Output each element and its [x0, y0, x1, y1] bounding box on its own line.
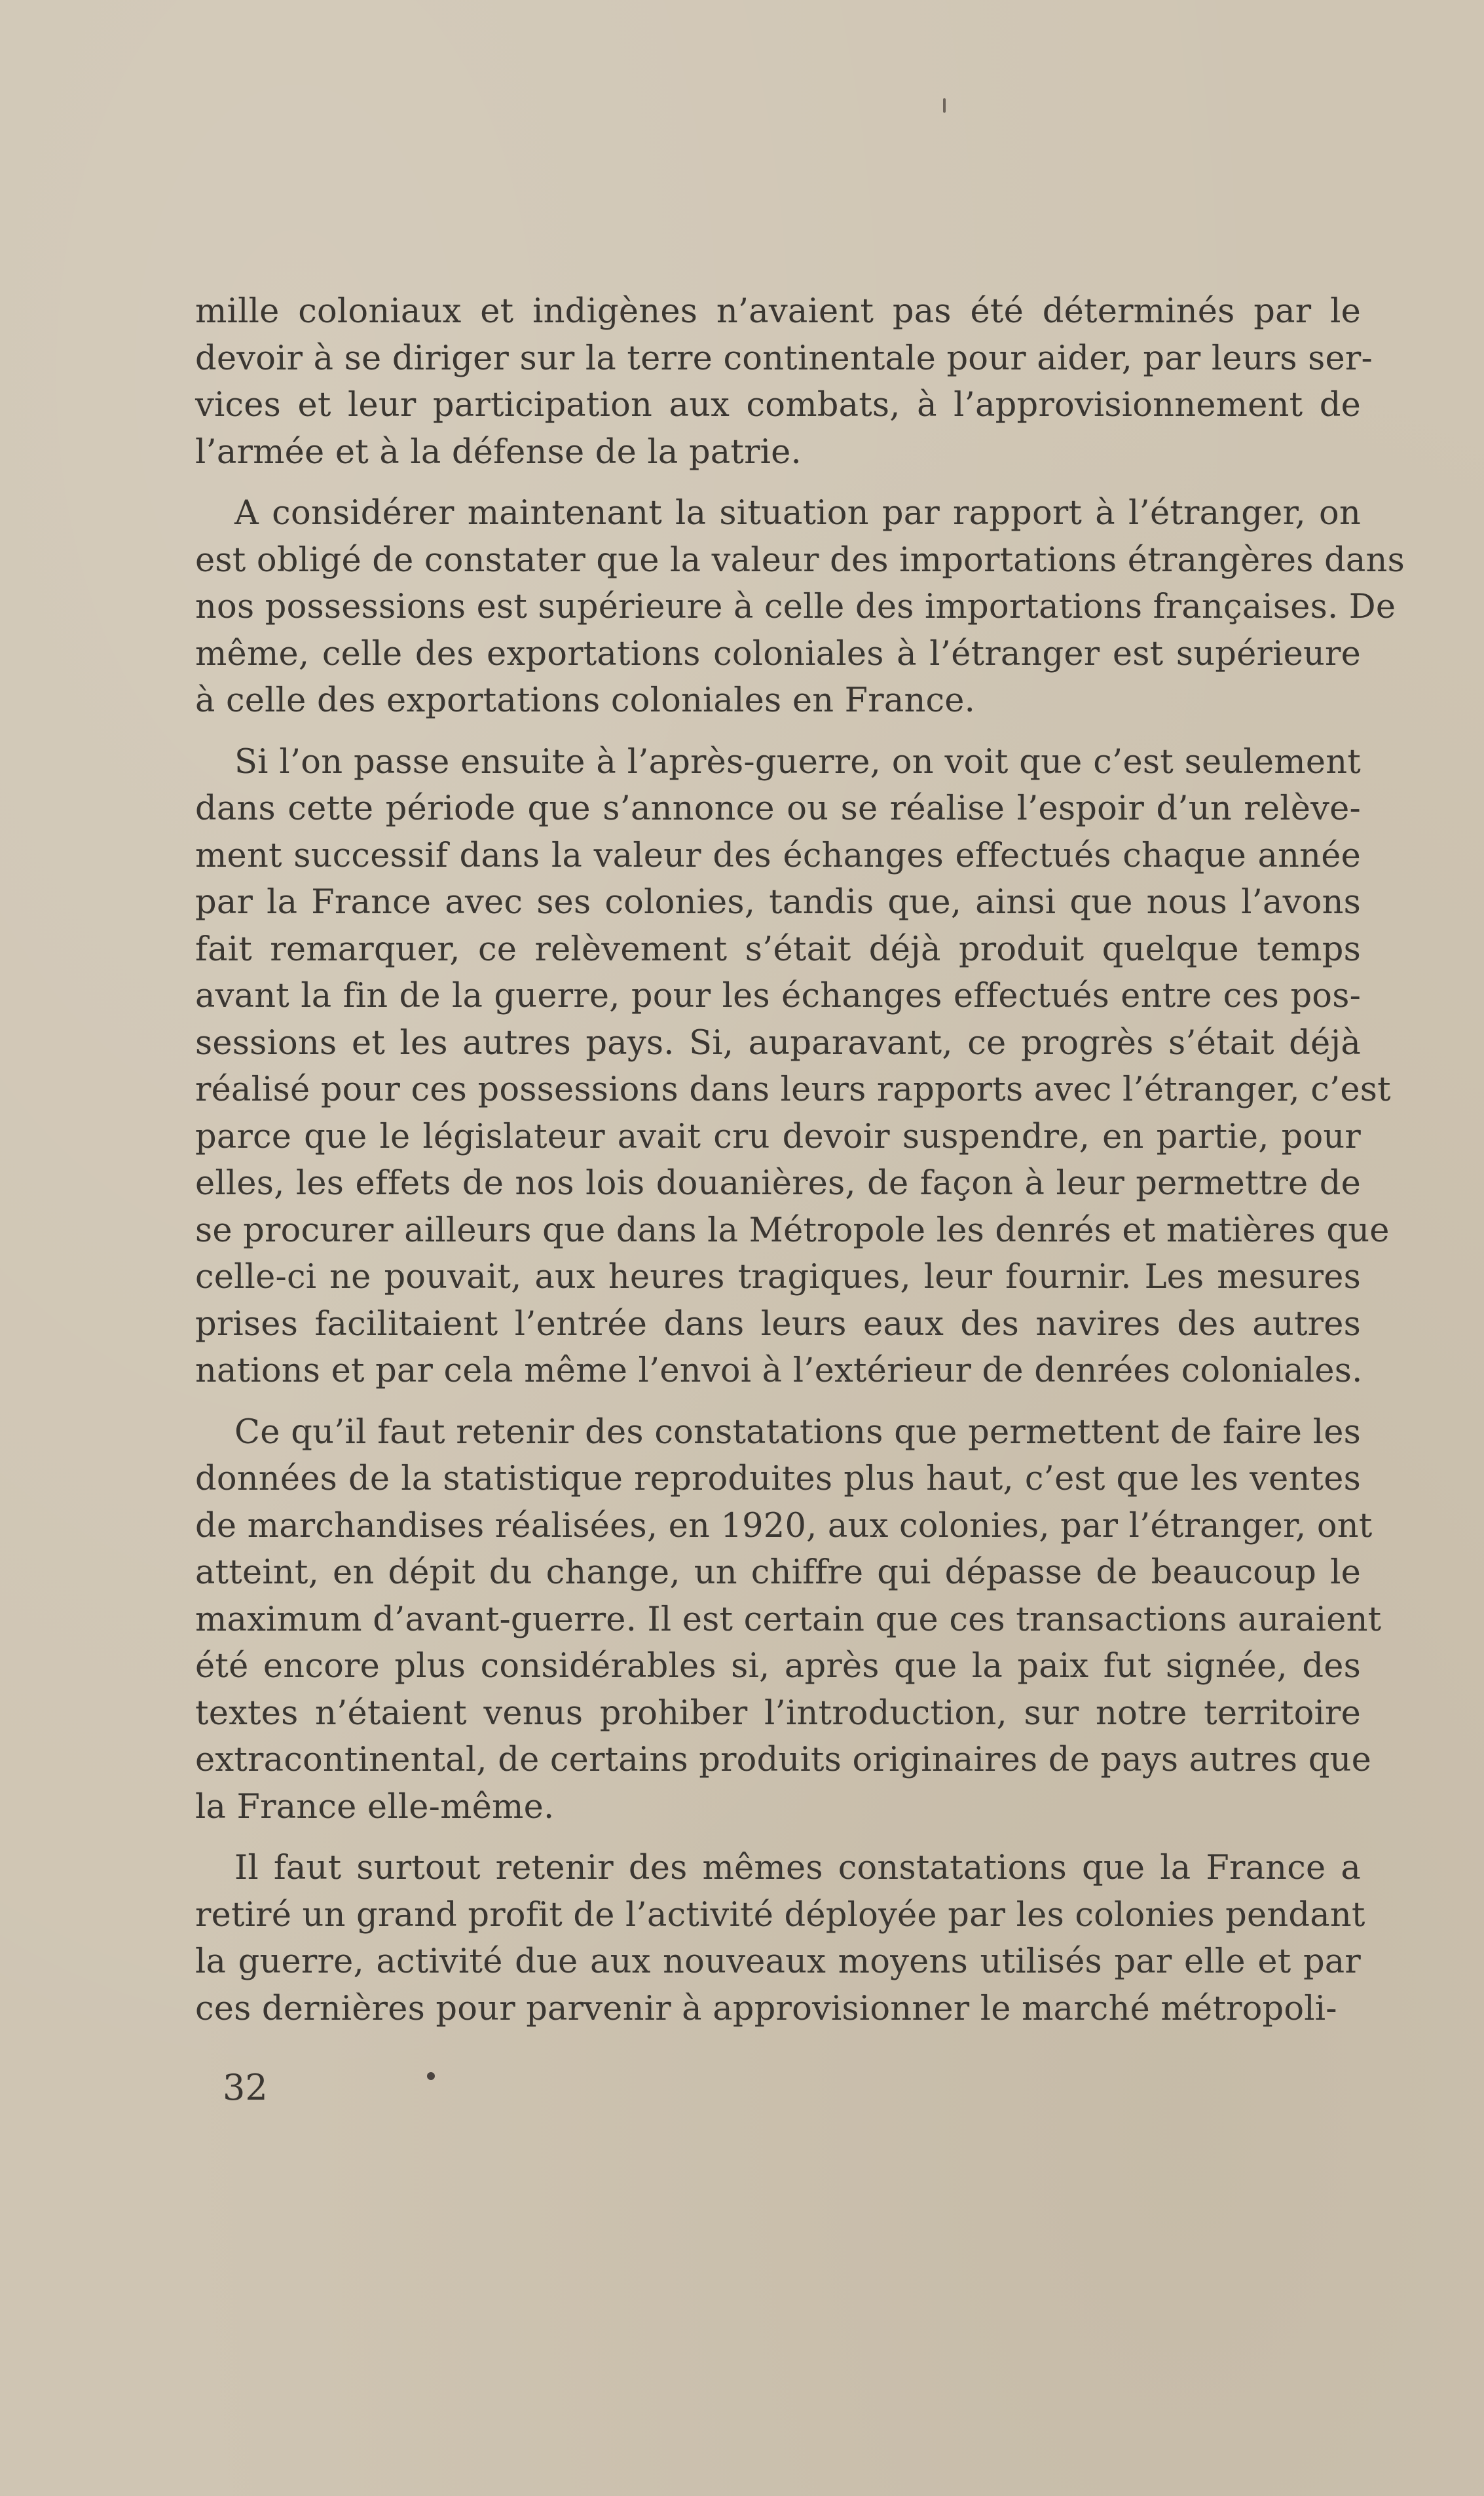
- text-line: de marchandises réalisées, en 1920, aux colonies, par l’étranger, ont: [195, 1506, 1373, 1545]
- body-text: [195, 288, 1405, 2047]
- text-line: devoir à se diriger sur la terre continentale pour aider, par leurs ser-: [195, 339, 1373, 378]
- text-line: A considérer maintenant la situation par rapport à l’étranger, on: [234, 494, 1361, 533]
- text-line: données de la statistique reproduites plus haut, c’est que les ventes: [195, 1460, 1361, 1498]
- text-line: par la France avec ses colonies, tandis que, ainsi que nous l’avons: [195, 883, 1361, 922]
- text-line: atteint, en dépit du change, un chiffre qui dépasse de beaucoup le: [195, 1553, 1361, 1592]
- text-line: réalisé pour ces possessions dans leurs rapports avec l’étranger, c’est: [195, 1070, 1391, 1109]
- text-line: celle-ci ne pouvait, aux heures tragiques, leur fournir. Les mesures: [195, 1258, 1361, 1296]
- paragraph: [195, 1845, 1365, 2032]
- text-line: la France elle-même.: [195, 1787, 555, 1826]
- text-line: elles, les effets de nos lois douanières, de façon à leur permettre de: [195, 1164, 1361, 1203]
- text-line: est obligé de constater que la valeur des importations étrangères dans: [195, 540, 1405, 580]
- text-line: se procurer ailleurs que dans la Métropole les denrés et matières que: [195, 1211, 1390, 1250]
- text-line: textes n’étaient venus prohiber l’introduction, sur notre territoire: [195, 1693, 1361, 1733]
- text-line: sessions et les autres pays. Si, auparavant, ce progrès s’était déjà: [195, 1023, 1361, 1063]
- ink-speck: [943, 98, 946, 113]
- text-line: maximum d’avant-guerre. Il est certain que ces transactions auraient: [195, 1600, 1382, 1639]
- page-number: 32: [223, 2067, 268, 2108]
- text-line: mille coloniaux et indigènes n’avaient pas été déterminés par le: [195, 292, 1361, 331]
- text-line: été encore plus considérables si, après que la paix fut signée, des: [195, 1647, 1361, 1686]
- text-line: ment successif dans la valeur des échanges effectués chaque année: [195, 836, 1361, 875]
- text-line: dans cette période que s’annonce ou se réalise l’espoir d’un relève-: [195, 789, 1361, 828]
- text-line: la guerre, activité due aux nouveaux moyens utilisés par elle et par: [195, 1942, 1361, 1981]
- text-line: même, celle des exportations coloniales à l’étranger est supérieure: [195, 634, 1361, 673]
- text-line: avant la fin de la guerre, pour les échanges effectués entre ces pos-: [195, 977, 1361, 1015]
- text-line: fait remarquer, ce relèvement s’était déjà produit quelque temps: [195, 930, 1361, 969]
- text-line: extracontinental, de certains produits originaires de pays autres que: [195, 1741, 1371, 1779]
- paragraph: [195, 288, 1373, 476]
- text-line: à celle des exportations coloniales en France.: [195, 681, 976, 720]
- paragraph: [195, 739, 1391, 1395]
- text-line: ces dernières pour parvenir à approvisionner le marché métropoli-: [195, 1989, 1337, 2028]
- text-line: nations et par cela même l’envoi à l’extérieur de denrées coloniales.: [195, 1352, 1363, 1390]
- paragraph: [195, 490, 1405, 725]
- paragraph: [195, 1409, 1382, 1831]
- text-line: prises facilitaient l’entrée dans leurs eaux des navires des autres: [195, 1304, 1361, 1344]
- text-line: l’armée et à la défense de la patrie.: [195, 432, 802, 472]
- text-line: Ce qu’il faut retenir des constatations que permettent de faire les: [234, 1412, 1361, 1452]
- text-line: retiré un grand profit de l’activité déployée par les colonies pendant: [195, 1895, 1365, 1935]
- text-line: vices et leur participation aux combats, à l’approvisionnement de: [195, 386, 1361, 425]
- ink-speck: [427, 2072, 435, 2080]
- text-line: nos possessions est supérieure à celle des importations françaises. De: [195, 588, 1396, 626]
- text-line: Il faut surtout retenir des mêmes constatations que la France a: [234, 1849, 1361, 1887]
- text-line: Si l’on passe ensuite à l’après-guerre, on voit que c’est seulement: [234, 742, 1361, 782]
- text-line: parce que le législateur avait cru devoir suspendre, en partie, pour: [195, 1117, 1361, 1156]
